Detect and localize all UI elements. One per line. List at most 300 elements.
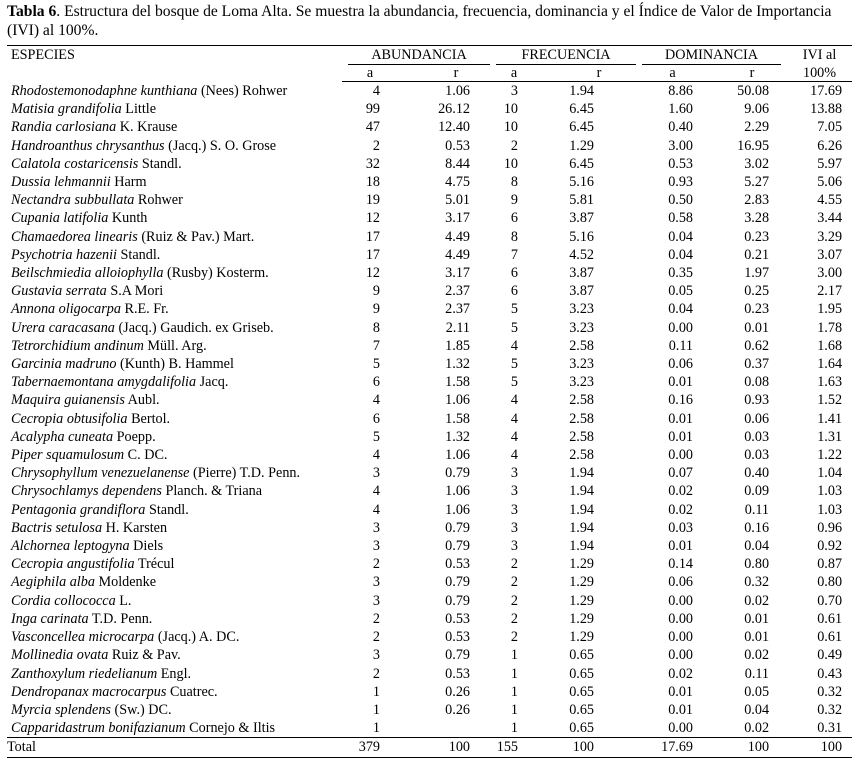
cell-fr-a: 1 [510,720,518,737]
table-body [7,46,852,758]
cell-ab-a: 5 [372,356,380,373]
cell-do-a: 3.00 [668,137,694,154]
species-name: Cecropia angustifolia [11,556,135,573]
cell-do-a: 0.93 [668,174,694,191]
cell-ab-r: 0.53 [445,610,470,627]
cell-do-a: 0.11 [668,337,694,354]
cell-do-a: 0.40 [668,119,694,136]
cell-do-a: 0.03 [668,519,694,536]
header-dominancia-label: DOMINANCIA [642,47,781,65]
species-name: Bactris setulosa [11,519,103,536]
species-cell [7,628,342,646]
cell-fr-a: 4 [510,410,518,427]
cell-do-r: 0.01 [744,610,770,627]
total-fr-r: 100 [532,738,636,757]
species-cell [7,82,342,101]
species-author: Bertol. [127,410,171,427]
cell-ab-r: 8.44 [445,155,470,172]
cell-fr-a: 6 [510,265,518,282]
header-frecuencia [490,46,636,66]
cell-ab-r: 0.26 [445,683,470,700]
header-abundancia-label: ABUNDANCIA [348,47,490,65]
cell-fr-r: 1.29 [569,592,595,609]
table-row [7,137,852,155]
cell-ab-a: 2 [372,610,380,627]
species-name: Mollinedia ovata [11,647,109,664]
species-author: Standl. [117,246,161,263]
cell-do-a: 0.02 [668,483,694,500]
species-cell [7,464,342,482]
species-name: Nectandra subbullata [11,192,135,209]
species-author: C. DC. [124,447,168,464]
species-name: Myrcia splendens [11,701,111,718]
cell-do-r: 2.83 [744,192,770,209]
cell-ivi: 0.87 [817,556,843,573]
species-cell [7,118,342,136]
table-row [7,337,852,355]
cell-do-r: 0.93 [744,392,770,409]
cell-ab-r: 0.79 [445,592,470,609]
header-ivi-line1: IVI al [781,46,852,66]
cell-ivi: 6.26 [817,137,843,154]
species-cell [7,446,342,464]
species-cell [7,391,342,409]
cell-ab-r: 1.58 [445,374,470,391]
species-name: Handroanthus chrysanthus [11,137,165,154]
cell-do-a: 0.06 [668,574,694,591]
cell-fr-a: 5 [510,374,518,391]
cell-ab-r: 0.26 [445,701,470,718]
species-cell [7,173,342,191]
species-name: Gustavia serrata [11,283,107,300]
cell-ab-a: 12 [365,265,380,282]
cell-fr-a: 4 [510,428,518,445]
cell-fr-r: 1.29 [569,556,595,573]
cell-ab-a: 4 [372,392,380,409]
cell-fr-r: 5.16 [569,228,595,245]
total-ab-r: 100 [392,738,490,757]
species-name: Capparidastrum bonifazianum [11,720,186,737]
species-name: Tetrorchidium andinum [11,337,144,354]
cell-ab-r: 0.53 [445,556,470,573]
cell-ab-a: 4 [372,483,380,500]
cell-fr-r: 0.65 [569,701,595,718]
cell-do-a: 0.16 [668,392,694,409]
species-author: H. Karsten [102,519,168,536]
table-row [7,428,852,446]
table-row [7,209,852,227]
cell-do-r: 0.11 [744,501,770,518]
cell-do-r: 0.40 [744,465,770,482]
cell-ivi: 3.00 [817,265,843,282]
species-name: Cordia collococca [11,592,116,609]
cell-fr-r: 1.94 [569,538,595,555]
cell-ivi: 0.43 [817,665,843,682]
cell-do-a: 0.01 [668,428,694,445]
species-cell [7,137,342,155]
cell-fr-a: 10 [503,101,518,118]
cell-ab-a: 99 [365,101,380,118]
cell-ivi: 1.78 [817,319,843,336]
cell-ivi: 3.07 [817,246,843,263]
species-author: Harm [110,174,147,191]
header-ivi-line2: 100% [781,65,852,82]
species-cell [7,228,342,246]
table-row [7,628,852,646]
total-label: Total [7,738,342,757]
cell-ab-a: 32 [365,155,380,172]
cell-ab-a: 2 [372,137,380,154]
total-do-a: 17.69 [636,738,703,757]
species-cell [7,264,342,282]
cell-fr-r: 2.58 [569,428,595,445]
cell-do-a: 0.04 [668,228,694,245]
caption-label: Tabla 6 [7,3,57,20]
cell-ab-r: 0.53 [445,629,470,646]
species-name: Pentagonia grandiflora [11,501,146,518]
cell-ivi: 1.22 [817,447,843,464]
species-author: Poepp. [113,428,156,445]
cell-ab-r [392,719,490,738]
cell-do-r: 0.01 [744,319,770,336]
species-author: (Jacq.) A. DC. [154,629,240,646]
cell-ab-r: 3.17 [445,265,470,282]
species-author: Planch. & Triana [161,483,263,500]
total-ab-a: 379 [342,738,392,757]
cell-ivi: 0.31 [817,720,843,737]
cell-fr-a: 5 [510,319,518,336]
species-name: Maquira guianensis [11,392,125,409]
cell-ab-a: 1 [372,701,380,718]
table-row [7,646,852,664]
cell-do-a: 0.14 [668,556,694,573]
cell-ab-a: 5 [372,428,380,445]
cell-ab-a: 6 [372,410,380,427]
cell-ivi: 0.49 [817,647,843,664]
species-name: Chamaedorea linearis [11,228,138,245]
cell-do-r: 0.03 [744,447,770,464]
cell-ab-a: 12 [365,210,380,227]
cell-do-r: 0.25 [744,283,770,300]
species-author: (Sw.) DC. [110,701,172,718]
cell-fr-a: 3 [510,465,518,482]
cell-ab-r: 5.01 [445,192,470,209]
table-row [7,464,852,482]
table-row [7,555,852,573]
cell-ivi: 1.03 [817,483,843,500]
cell-fr-r: 1.29 [569,629,595,646]
species-author: Standl. [145,501,189,518]
cell-ab-a: 3 [372,574,380,591]
cell-do-a: 0.00 [668,720,694,737]
table-row [7,155,852,173]
cell-fr-a: 6 [510,210,518,227]
species-name: Dendropanax macrocarpus [11,683,167,700]
species-name: Aegiphila alba [11,574,95,591]
species-author: Standl. [138,155,182,172]
cell-fr-r: 5.81 [569,192,595,209]
cell-do-r: 0.32 [744,574,770,591]
cell-fr-r: 0.65 [569,665,595,682]
species-cell [7,246,342,264]
cell-ivi: 13.88 [810,101,843,118]
cell-ab-a: 17 [365,246,380,263]
species-cell [7,573,342,591]
cell-do-r: 1.97 [744,265,770,282]
cell-ab-a: 1 [372,683,380,700]
cell-fr-a: 7 [510,246,518,263]
cell-ab-r: 0.79 [445,538,470,555]
cell-fr-r: 1.29 [569,610,595,627]
cell-do-a: 0.01 [668,410,694,427]
cell-do-a: 0.53 [668,155,694,172]
species-author: Engl. [157,665,192,682]
species-cell [7,191,342,209]
cell-ab-a: 2 [372,629,380,646]
cell-do-r: 0.04 [744,701,770,718]
cell-fr-a: 2 [510,574,518,591]
species-cell [7,209,342,227]
cell-ab-r: 2.37 [445,283,470,300]
species-cell [7,537,342,555]
table-row [7,482,852,500]
table-row [7,319,852,337]
cell-do-r: 0.01 [744,629,770,646]
cell-ab-r: 1.85 [445,337,470,354]
cell-do-r: 0.08 [744,374,770,391]
species-author: T.D. Penn. [88,610,153,627]
species-cell [7,555,342,573]
cell-fr-r: 2.58 [569,392,595,409]
species-cell [7,373,342,391]
species-author: (Kunth) B. Hammel [116,356,234,373]
cell-fr-a: 8 [510,228,518,245]
cell-ab-r: 1.58 [445,410,470,427]
cell-fr-r: 3.87 [569,210,595,227]
species-author: K. Krause [116,119,178,136]
table-row [7,300,852,318]
header-do-a: a [636,65,703,82]
cell-do-a: 0.05 [668,283,694,300]
species-cell [7,683,342,701]
cell-do-r: 16.95 [737,137,770,154]
species-author: Cuatrec. [166,683,218,700]
cell-ab-r: 2.11 [445,319,470,336]
species-name: Cupania latifolia [11,210,109,227]
cell-ab-r: 12.40 [438,119,470,136]
species-author: Müll. Arg. [143,337,207,354]
cell-do-r: 3.02 [744,155,770,172]
cell-do-r: 0.23 [744,301,770,318]
table-row [7,82,852,101]
cell-do-a: 0.01 [668,701,694,718]
cell-do-a: 8.86 [668,83,694,99]
cell-fr-r: 1.94 [569,501,595,518]
table-row [7,592,852,610]
cell-ivi: 1.68 [817,337,843,354]
cell-do-a: 0.58 [668,210,694,227]
cell-do-r: 0.23 [744,228,770,245]
species-name: Vasconcellea microcarpa [11,629,155,646]
cell-fr-r: 2.58 [569,447,595,464]
cell-fr-a: 4 [510,447,518,464]
table-row [7,446,852,464]
cell-ab-a: 1 [372,720,380,737]
species-cell [7,282,342,300]
cell-fr-a: 10 [503,119,518,136]
species-name: Tabernaemontana amygdalifolia [11,374,197,391]
cell-fr-a: 3 [510,483,518,500]
cell-ab-a: 3 [372,538,380,555]
cell-do-a: 0.00 [668,647,694,664]
cell-do-r: 0.21 [744,246,770,263]
species-author: (Nees) Rohwer [197,82,288,99]
species-author: Ruiz & Pav. [108,647,181,664]
cell-ab-a: 8 [372,319,380,336]
header-ab-r: r [392,65,490,82]
cell-ivi: 0.61 [817,610,843,627]
cell-ivi: 0.61 [817,629,843,646]
cell-ab-r: 0.53 [445,665,470,682]
cell-do-r: 0.80 [744,556,770,573]
header-do-r: r [703,65,781,82]
cell-ivi: 0.32 [817,683,843,700]
cell-ab-a: 17 [365,228,380,245]
cell-do-r: 0.02 [744,592,770,609]
species-author: Jacq. [196,374,229,391]
cell-do-r: 0.03 [744,428,770,445]
species-name: Matisia grandifolia [11,101,122,118]
species-name: Acalypha cuneata [11,428,114,445]
cell-ab-r: 2.37 [445,301,470,318]
cell-fr-r: 0.65 [569,720,595,737]
cell-fr-r: 4.52 [569,246,595,263]
table-row [7,173,852,191]
cell-fr-a: 1 [510,647,518,664]
cell-ab-r: 1.06 [445,83,470,99]
cell-ivi: 1.03 [817,501,843,518]
species-author: Little [121,101,157,118]
table-row [7,683,852,701]
cell-do-a: 0.06 [668,356,694,373]
table-row [7,501,852,519]
cell-fr-a: 5 [510,356,518,373]
species-name: Randia carlosiana [11,119,117,136]
species-name: Piper squamulosum [11,447,125,464]
cell-do-a: 0.50 [668,192,694,209]
cell-ivi: 1.04 [817,465,843,482]
cell-ivi: 1.95 [817,301,843,318]
header-row-groups [7,46,852,66]
cell-ivi: 0.80 [817,574,843,591]
table-row [7,355,852,373]
cell-ab-r: 0.53 [445,137,470,154]
species-cell [7,319,342,337]
cell-do-a: 0.04 [668,246,694,263]
cell-fr-r: 1.94 [569,465,595,482]
cell-ivi: 0.92 [817,538,843,555]
cell-do-a: 0.01 [668,683,694,700]
species-name: Rhodostemonodaphne kunthiana [11,82,198,99]
cell-do-r: 50.08 [737,83,770,99]
cell-do-r: 0.04 [744,538,770,555]
cell-do-r: 9.06 [744,101,770,118]
cell-do-r: 2.29 [744,119,770,136]
cell-ivi: 1.63 [817,374,843,391]
cell-do-r: 0.05 [744,683,770,700]
table-row [7,100,852,118]
cell-fr-a: 1 [510,701,518,718]
cell-ivi: 4.55 [817,192,843,209]
cell-do-r: 5.27 [744,174,770,191]
cell-fr-r: 1.29 [569,137,595,154]
cell-fr-a: 3 [510,501,518,518]
cell-fr-r: 5.16 [569,174,595,191]
species-name: Calatola costaricensis [11,155,139,172]
cell-ab-r: 0.79 [445,647,470,664]
cell-ab-r: 1.06 [445,392,470,409]
cell-do-a: 0.01 [668,374,694,391]
species-name: Inga carinata [11,610,89,627]
cell-fr-r: 6.45 [569,155,595,172]
cell-fr-a: 2 [510,629,518,646]
table-row [7,228,852,246]
species-author: (Jacq.) Gaudich. ex Griseb. [114,319,274,336]
species-author: S.A Mori [106,283,164,300]
cell-fr-a: 1 [510,683,518,700]
cell-ab-a: 9 [372,301,380,318]
species-cell [7,482,342,500]
cell-do-a: 0.00 [668,629,694,646]
cell-do-a: 0.02 [668,501,694,518]
species-name: Garcinia madruno [11,356,117,373]
cell-do-r: 0.06 [744,410,770,427]
cell-ab-r: 1.32 [445,356,470,373]
species-cell [7,100,342,118]
cell-ab-a: 4 [372,83,380,99]
cell-do-a: 0.01 [668,538,694,555]
cell-fr-a: 1 [510,665,518,682]
cell-do-a: 0.00 [668,592,694,609]
cell-ab-r: 3.17 [445,210,470,227]
cell-ivi: 3.44 [817,210,843,227]
cell-ab-r: 4.75 [445,174,470,191]
cell-fr-r: 0.65 [569,647,595,664]
species-cell [7,410,342,428]
table-row [7,373,852,391]
species-author: Moldenke [94,574,157,591]
species-name: Annona oligocarpa [11,301,121,318]
species-author: Aubl. [124,392,160,409]
cell-ab-a: 47 [365,119,380,136]
cell-do-a: 0.04 [668,301,694,318]
cell-fr-r: 3.23 [569,356,595,373]
cell-do-a: 1.60 [668,101,694,118]
species-author: (Jacq.) S. O. Grose [164,137,277,154]
species-author: (Pierre) T.D. Penn. [189,465,301,482]
cell-ab-a: 3 [372,519,380,536]
header-ab-a: a [342,65,392,82]
cell-fr-r: 3.23 [569,319,595,336]
header-especies: ESPECIES [7,46,342,82]
cell-fr-r: 6.45 [569,101,595,118]
species-name: Cecropia obtusifolia [11,410,128,427]
cell-ab-a: 3 [372,647,380,664]
species-author: R.E. Fr. [120,301,169,318]
species-author: (Ruiz & Pav.) Mart. [137,228,255,245]
cell-ivi: 17.69 [810,83,843,99]
cell-fr-r: 3.23 [569,374,595,391]
